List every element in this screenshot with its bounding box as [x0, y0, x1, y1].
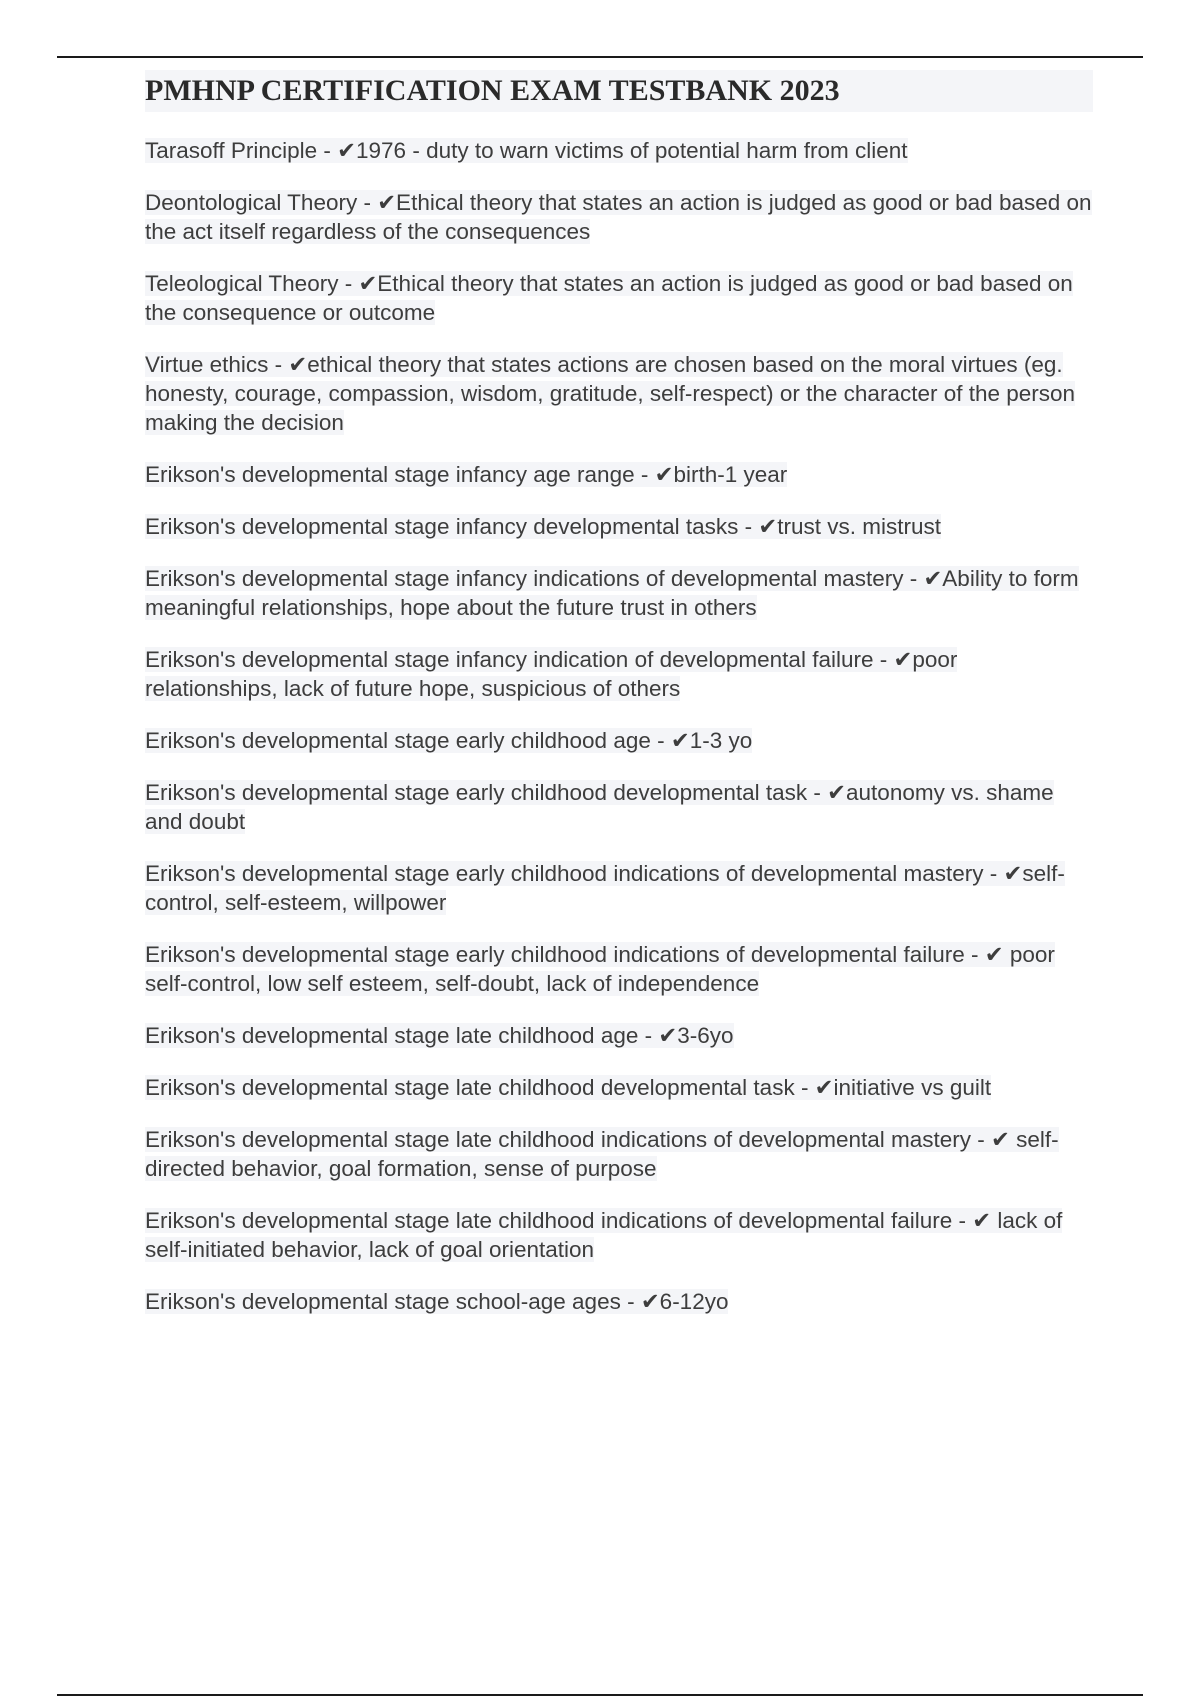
qa-item [145, 726, 1095, 755]
qa-list [145, 136, 1095, 1316]
top-rule [57, 56, 1143, 58]
qa-item [145, 512, 1095, 541]
qa-text: Erikson's developmental stage late childhood age - ✔3-6yo [145, 1023, 734, 1048]
qa-text: Erikson's developmental stage early childhood age - ✔1-3 yo [145, 728, 753, 753]
qa-item [145, 1206, 1095, 1264]
qa-text: Erikson's developmental stage late childhood indications of developmental failure - ✔ lack of self-initiated behavior, lack of goal orientation [145, 1208, 1063, 1262]
qa-text: Erikson's developmental stage infancy developmental tasks - ✔trust vs. mistrust [145, 514, 941, 539]
qa-item [145, 1287, 1095, 1316]
qa-text: Erikson's developmental stage early childhood indications of developmental mastery - ✔self-control, self-esteem, willpower [145, 861, 1065, 915]
qa-item [145, 188, 1095, 246]
qa-item [145, 1021, 1095, 1050]
qa-item [145, 564, 1095, 622]
qa-text: Teleological Theory - ✔Ethical theory that states an action is judged as good or bad based on the consequence or outcome [145, 271, 1073, 325]
qa-text: Erikson's developmental stage late childhood developmental task - ✔initiative vs guilt [145, 1075, 992, 1100]
qa-text: Erikson's developmental stage late childhood indications of developmental mastery - ✔ self-directed behavior, goal formation, sense of purpose [145, 1127, 1059, 1181]
qa-item [145, 269, 1095, 327]
qa-item [145, 460, 1095, 489]
qa-item [145, 1125, 1095, 1183]
qa-text: Virtue ethics - ✔ethical theory that states actions are chosen based on the moral virtues (eg. honesty, courage, compassion, wisdom, gratitude, self-respect) or the character of the person making the decision [145, 352, 1076, 435]
bottom-rule [57, 1694, 1143, 1696]
qa-item [145, 940, 1095, 998]
qa-text: Erikson's developmental stage infancy age range - ✔birth-1 year [145, 462, 788, 487]
qa-item [145, 1073, 1095, 1102]
qa-text: Erikson's developmental stage school-age ages - ✔6-12yo [145, 1289, 729, 1314]
qa-item [145, 350, 1095, 437]
qa-text: Deontological Theory - ✔Ethical theory that states an action is judged as good or bad based on the act itself regardless of the consequences [145, 190, 1092, 244]
qa-item [145, 778, 1095, 836]
document-title: PMHNP CERTIFICATION EXAM TESTBANK 2023 [145, 70, 1093, 112]
qa-item [145, 136, 1095, 165]
qa-text: Tarasoff Principle - ✔1976 - duty to warn victims of potential harm from client [145, 138, 908, 163]
document-body [145, 70, 1095, 1339]
qa-text: Erikson's developmental stage early childhood indications of developmental failure - ✔ poor self-control, low self esteem, self-doubt, lack of independence [145, 942, 1055, 996]
qa-item [145, 859, 1095, 917]
qa-text: Erikson's developmental stage infancy indications of developmental mastery - ✔Ability to form meaningful relationships, hope about the future trust in others [145, 566, 1079, 620]
qa-item [145, 645, 1095, 703]
qa-text: Erikson's developmental stage early childhood developmental task - ✔autonomy vs. shame and doubt [145, 780, 1054, 834]
qa-text: Erikson's developmental stage infancy indication of developmental failure - ✔poor relationships, lack of future hope, suspicious of others [145, 647, 958, 701]
